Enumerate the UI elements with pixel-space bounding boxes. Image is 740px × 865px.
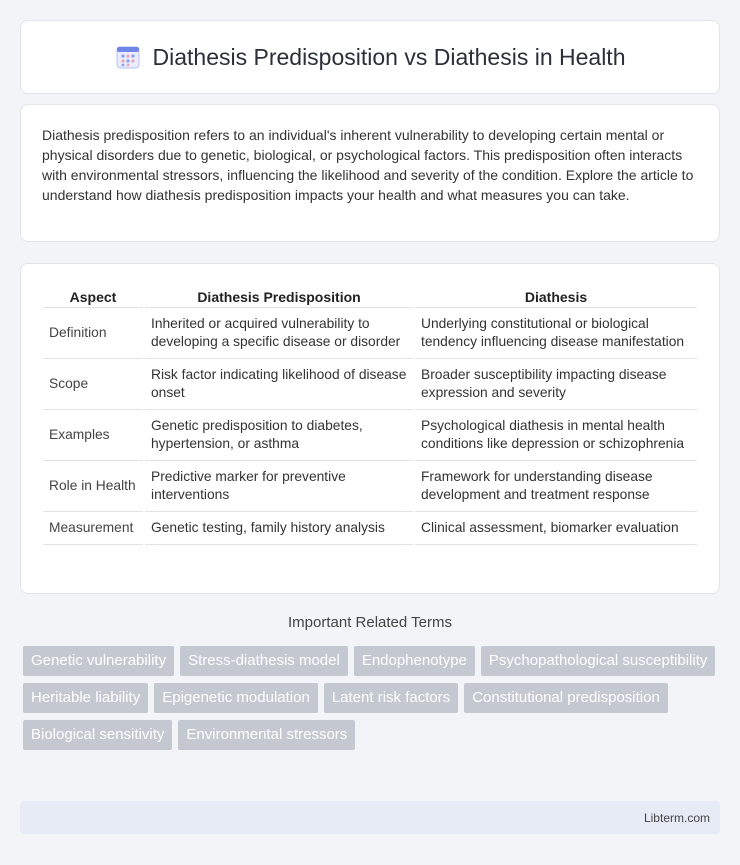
- tag-epigenetic-modulation[interactable]: Epigenetic modulation: [154, 683, 318, 713]
- row-predisposition: Genetic predisposition to diabetes, hypertension, or asthma: [145, 410, 413, 461]
- header-diathesis: Diathesis: [415, 284, 697, 308]
- related-terms-title: Important Related Terms: [288, 614, 452, 631]
- footer: [20, 801, 720, 834]
- table-row: [43, 512, 697, 545]
- tag-constitutional-predisposition[interactable]: Constitutional predisposition: [464, 683, 668, 713]
- table-row: [43, 359, 697, 410]
- tag-endophenotype[interactable]: Endophenotype: [354, 646, 475, 676]
- table-row: [43, 410, 697, 461]
- page-title: Diathesis Predisposition vs Diathesis in Health: [152, 43, 626, 70]
- row-diathesis: Clinical assessment, biomarker evaluation: [415, 512, 697, 545]
- calendar-grid-icon: [115, 44, 141, 70]
- header-diathesis-predisposition: Diathesis Predisposition: [145, 284, 413, 308]
- intro-card: [20, 104, 720, 242]
- row-aspect: Scope: [43, 359, 143, 410]
- intro-text: Diathesis predisposition refers to an individual's inherent vulnerability to developing certain mental or physical disorders due to genetic, biological, or psychological factors. This predisposition often interacts with environmental stressors, influencing the likelihood and severity of the condition. Explore the article to understand how diathesis predisposition impacts your health and what measures you can take.: [42, 127, 694, 203]
- table-row: [43, 461, 697, 512]
- row-aspect: Role in Health: [43, 461, 143, 512]
- comparison-table: [41, 284, 699, 545]
- tag-psychopathological-susceptibility[interactable]: Psychopathological susceptibility: [481, 646, 715, 676]
- comparison-card: [20, 263, 720, 594]
- footer-site-link[interactable]: Libterm.com: [643, 810, 710, 825]
- row-aspect: Examples: [43, 410, 143, 461]
- row-diathesis: Framework for understanding disease development and treatment response: [415, 461, 697, 512]
- table-header-row: [43, 284, 697, 308]
- row-predisposition: Genetic testing, family history analysis: [145, 512, 413, 545]
- row-predisposition: Inherited or acquired vulnerability to developing a specific disease or disorder: [145, 308, 413, 359]
- tag-latent-risk-factors[interactable]: Latent risk factors: [324, 683, 458, 713]
- row-diathesis: Broader susceptibility impacting disease expression and severity: [415, 359, 697, 410]
- row-predisposition: Risk factor indicating likelihood of disease onset: [145, 359, 413, 410]
- row-aspect: Definition: [43, 308, 143, 359]
- table-row: [43, 308, 697, 359]
- row-diathesis: Underlying constitutional or biological tendency influencing disease manifestation: [415, 308, 697, 359]
- tag-heritable-liability[interactable]: Heritable liability: [23, 683, 148, 713]
- tag-stress-diathesis-model[interactable]: Stress-diathesis model: [180, 646, 348, 676]
- row-aspect: Measurement: [43, 512, 143, 545]
- title-card: [20, 20, 720, 94]
- row-predisposition: Predictive marker for preventive interventions: [145, 461, 413, 512]
- row-diathesis: Psychological diathesis in mental health conditions like depression or schizophrenia: [415, 410, 697, 461]
- header-aspect: Aspect: [43, 284, 143, 308]
- related-terms-list: [23, 646, 723, 757]
- tag-biological-sensitivity[interactable]: Biological sensitivity: [23, 720, 172, 750]
- tag-environmental-stressors[interactable]: Environmental stressors: [178, 720, 355, 750]
- tag-genetic-vulnerability[interactable]: Genetic vulnerability: [23, 646, 174, 676]
